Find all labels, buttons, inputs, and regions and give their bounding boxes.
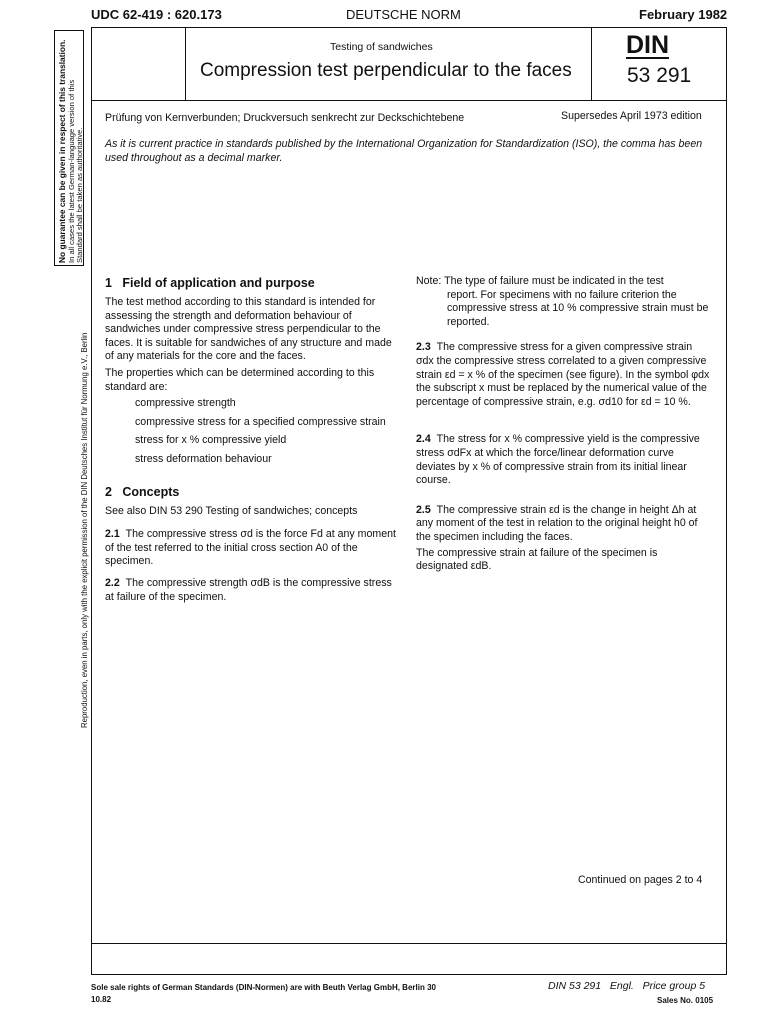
note-first-line: The type of failure must be indicated in the test bbox=[444, 275, 664, 287]
clause-2-3-text: The compressive stress for a given compressive strain σdx the compressive stress correlated to a given compressive strain εd = x % of the specimen (see figure). In the symbol φdx the subscript x must be replaced by the numerical value of the percentage of compressive strain, e.g. σd10 for εd = 10 %. bbox=[416, 341, 710, 408]
section-2-title: Concepts bbox=[122, 484, 180, 499]
clause-2-2 bbox=[105, 577, 400, 604]
section-2-heading bbox=[105, 485, 400, 499]
clause-2-3 bbox=[416, 341, 712, 409]
din-logo bbox=[626, 33, 669, 57]
failure-note bbox=[416, 275, 712, 329]
footer-price-group: Price group 5 bbox=[642, 980, 706, 992]
udc-code: UDC 62-419 : 620.173 bbox=[91, 7, 222, 22]
note-continuation: report. For specimens with no failure criterion the compressive stress at 10 % compressive strain must be reported. bbox=[447, 288, 709, 328]
section-1-number: 1 bbox=[105, 276, 112, 290]
din-number: 53 291 bbox=[627, 64, 692, 87]
sales-rights-note: Sole sale rights of German Standards (DIN-Normen) are with Beuth Verlag GmbH, Berlin 30 bbox=[91, 983, 436, 992]
list-item: compressive strength bbox=[135, 397, 236, 410]
disclaimer-line-1: No guarantee can be given in respect of this translation. bbox=[57, 39, 67, 263]
clause-2-5-text: The compressive strain εd is the change in height Δh at any moment of the test in relation to the original height h0 of the specimen including the faces. bbox=[416, 503, 698, 543]
clause-2-2-number: 2.2 bbox=[105, 576, 120, 589]
see-also-note: See also DIN 53 290 Testing of sandwiches; concepts bbox=[105, 504, 358, 517]
section-1-title: Field of application and purpose bbox=[122, 276, 315, 290]
subtitle: Testing of sandwiches bbox=[330, 41, 433, 53]
left-column bbox=[105, 276, 400, 604]
clause-2-2-text: The compressive strength σdB is the compressive stress at failure of the specimen. bbox=[105, 576, 392, 603]
footer-din-number: DIN 53 291 bbox=[548, 980, 602, 992]
edition-code: 10.82 bbox=[91, 995, 112, 1004]
issue-date: February 1982 bbox=[639, 7, 728, 22]
disclaimer-line-3: Standard shall be taken as authoritative. bbox=[75, 127, 84, 263]
section-1-paragraph-2: The properties which can be determined according to this standard are: bbox=[105, 366, 375, 393]
clause-2-4-text: The stress for x % compressive yield is the compressive stress σdFx at which the force/linear deformation curve deviates by x % of compressive strain from its initial linear course. bbox=[416, 433, 700, 487]
clause-2-1-number: 2.1 bbox=[105, 528, 120, 541]
sales-number: Sales No. 0105 bbox=[657, 996, 714, 1005]
clause-2-3-number: 2.3 bbox=[416, 341, 431, 354]
clause-2-5-failure: The compressive strain at failure of the specimen is designated εdB. bbox=[416, 546, 658, 573]
section-2-number: 2 bbox=[105, 484, 112, 499]
page-title: Compression test perpendicular to the faces bbox=[200, 60, 572, 81]
list-item: stress deformation behaviour bbox=[135, 452, 272, 465]
din-logo-text: DIN bbox=[626, 31, 670, 59]
continued-note: Continued on pages 2 to 4 bbox=[578, 874, 703, 886]
clause-2-4 bbox=[416, 433, 712, 487]
clause-2-4-number: 2.4 bbox=[416, 433, 431, 446]
german-title: Prüfung von Kernverbunden; Druckversuch senkrecht zur Deckschichtebene bbox=[105, 112, 465, 124]
clause-2-1-text: The compressive stress σd is the force Fd at any moment of the test referred to the initial cross section A0 of the specimen. bbox=[105, 528, 396, 568]
right-column bbox=[416, 275, 712, 574]
supersedes-note: Supersedes April 1973 edition bbox=[561, 110, 702, 122]
section-1-paragraph-1: The test method according to this standard is intended for assessing the strength and deformation behaviour of sandwiches under compressive stress perpendicular to the faces. It is suitable for sandwiches of any structure and made of any materials for the core and the faces. bbox=[105, 296, 392, 363]
decimal-marker-note: As it is current practice in standards published by the International Organization for Standardization (ISO), the comma has been used throughout as a decimal marker. bbox=[105, 138, 703, 164]
reproduction-notice: Reproduction, even in parts, only with the explicit permission of the DIN Deutsches Institut für Normung e.V., Berlin bbox=[80, 332, 89, 728]
disclaimer-line-2: In all cases the latest German-language version of this bbox=[67, 79, 76, 263]
translation-disclaimer-box bbox=[54, 30, 84, 266]
note-label: Note: bbox=[416, 275, 442, 287]
clause-2-5-number: 2.5 bbox=[416, 503, 431, 516]
norm-label: DEUTSCHE NORM bbox=[346, 7, 461, 22]
list-item: compressive stress for a specified compressive strain bbox=[135, 415, 386, 428]
footer-din-ref bbox=[548, 980, 705, 992]
clause-2-5 bbox=[416, 504, 712, 545]
footer-language: Engl. bbox=[609, 980, 634, 992]
clause-2-1 bbox=[105, 528, 400, 569]
list-item: stress for x % compressive yield bbox=[135, 434, 287, 447]
section-1-heading bbox=[105, 276, 400, 290]
